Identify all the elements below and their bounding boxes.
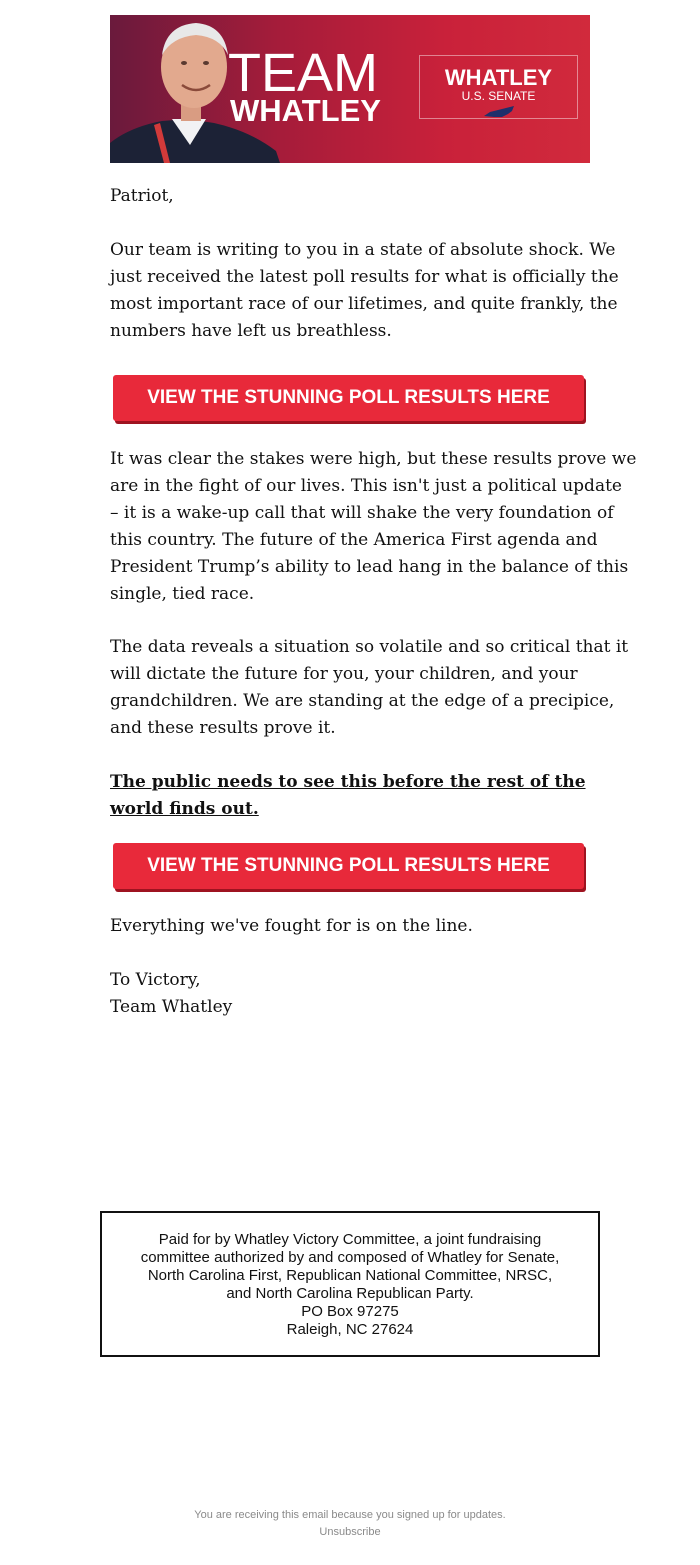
- paragraph-line: world finds out.: [110, 799, 259, 819]
- signoff-signature: Team Whatley: [110, 997, 233, 1017]
- disclaimer-line: Paid for by Whatley Victory Committee, a joint fundraising: [158, 1231, 542, 1248]
- disclaimer-line: and North Carolina Republican Party.: [226, 1285, 474, 1302]
- greeting: [110, 183, 590, 210]
- logo-name: WHATLEY: [444, 65, 553, 90]
- paragraph-line: The data reveals a situation so volatile and so critical that it: [110, 637, 629, 657]
- paragraph-intro: [110, 237, 619, 345]
- paragraph-data: [110, 634, 629, 742]
- banner-team-word: TEAM: [228, 43, 379, 103]
- banner-whatley-word: WHATLEY: [230, 93, 381, 128]
- view-poll-results-button[interactable]: VIEW THE STUNNING POLL RESULTS HERE: [113, 375, 584, 421]
- unsubscribe-link[interactable]: Unsubscribe: [319, 1526, 381, 1538]
- paragraph-line: Everything we've fought for is on the line.: [110, 916, 473, 936]
- paragraph-line: this country. The future of the America First agenda and: [110, 530, 598, 550]
- paragraph-line: grandchildren. We are standing at the edge of a precipice,: [110, 691, 615, 711]
- paragraph-line: most important race of our lifetimes, and quite frankly, the: [110, 294, 618, 314]
- paragraph-line: It was clear the stakes were high, but these results prove we: [110, 449, 637, 469]
- disclaimer-line: committee authorized by and composed of Whatley for Senate,: [140, 1249, 560, 1266]
- paragraph-line: Our team is writing to you in a state of absolute shock. We: [110, 240, 616, 260]
- logo-subtitle: U.S. SENATE: [461, 89, 536, 103]
- paragraph-line: The public needs to see this before the rest of the: [110, 772, 586, 792]
- disclaimer-city: Raleigh, NC 27624: [286, 1321, 414, 1338]
- disclaimer-address: PO Box 97275: [301, 1303, 399, 1320]
- paragraph-public-callout: [110, 769, 590, 823]
- campaign-logo: [419, 55, 578, 119]
- header-banner: [110, 15, 590, 163]
- paragraph-line: just received the latest poll results for what is officially the: [110, 267, 619, 287]
- north-carolina-icon: [484, 106, 514, 118]
- paragraph-closing: [110, 913, 590, 940]
- paid-for-disclaimer: [100, 1211, 600, 1357]
- paragraph-line: will dictate the future for you, your children, and your: [110, 664, 578, 684]
- paragraph-stakes: [110, 446, 637, 608]
- paragraph-line: numbers have left us breathless.: [110, 321, 392, 341]
- view-poll-results-button[interactable]: VIEW THE STUNNING POLL RESULTS HERE: [113, 843, 584, 889]
- paragraph-line: are in the fight of our lives. This isn't just a political update: [110, 476, 622, 496]
- signoff-line: To Victory,: [110, 970, 201, 990]
- paragraph-line: and these results prove it.: [110, 718, 336, 738]
- subscription-note: You are receiving this email because you signed up for updates.: [194, 1509, 506, 1521]
- greeting-text: Patriot,: [110, 186, 174, 206]
- disclaimer-line: North Carolina First, Republican National Committee, NRSC,: [147, 1267, 553, 1284]
- paragraph-line: – it is a wake-up call that will shake the very foundation of: [110, 503, 614, 523]
- paragraph-line: single, tied race.: [110, 584, 255, 604]
- paragraph-line: President Trump’s ability to lead hang in the balance of this: [110, 557, 629, 577]
- signoff: [110, 967, 590, 1021]
